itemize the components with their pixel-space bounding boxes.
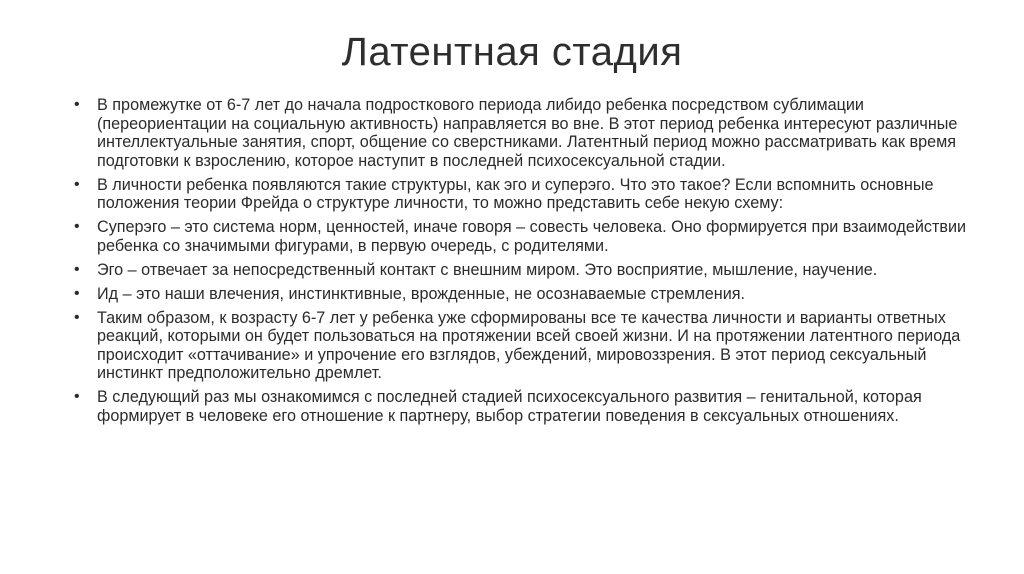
bullet-icon: • (74, 284, 80, 302)
bullet-text: В следующий раз мы ознакомимся с последней стадией психосексуального развития – генитальной, которая формирует в человеке его отношение к партнеру, выбор стратегии поведения в сексуальных отношениях. (97, 388, 922, 425)
bullet-item (72, 285, 972, 304)
bullet-item (72, 388, 972, 425)
bullet-icon: • (74, 388, 80, 405)
bullet-item (72, 176, 972, 213)
slide-title: Латентная стадия (341, 30, 683, 74)
bullet-text: Таким образом, к возрасту 6-7 лет у ребенка уже сформированы все те качества личности и варианты ответных реакций, которыми он будет пользоваться на протяжении всей своей жизни. И на протяжении латентного периода происходит «оттачивание» и упрочение его взглядов, убеждений, мировоззрения. В этот период сексуальный инстинкт предположительно дремлет. (97, 308, 961, 382)
bullet-icon: • (74, 308, 80, 326)
bullet-list (72, 96, 972, 431)
bullet-text: Эго – отвечает за непосредственный контакт с внешним миром. Это восприятие, мышление, научение. (97, 260, 878, 279)
bullet-icon: • (74, 218, 80, 235)
bullet-text: Суперэго – это система норм, ценностей, иначе говоря – совесть человека. Оно формируется при взаимодействии ребенка со значимыми фигурами, в первую очередь, с родителями. (97, 218, 967, 255)
bullet-item (72, 261, 972, 280)
bullet-item (72, 309, 972, 383)
bullet-item (72, 96, 972, 170)
bullet-text: Ид – это наши влечения, инстинктивные, врожденные, не осознаваемые стремления. (97, 284, 745, 303)
bullet-text: В промежутке от 6-7 лет до начала подросткового периода либидо ребенка посредством сублимации (переориентации на социальную активность) направляется во вне. В этот период ребенка интересуют различные интеллектуальные занятия, спорт, общение со сверстниками. Латентный период можно рассматривать как время подготовки к взрослению, которое наступит в последней психосексуальной стадии. (97, 96, 958, 170)
bullet-item (72, 218, 972, 255)
bullet-icon: • (74, 175, 80, 193)
bullet-text: В личности ребенка появляются такие структуры, как эго и суперэго. Что это такое? Если вспомнить основные положения теории Фрейда о структуре личности, то можно представить себе некую схему: (97, 175, 934, 212)
bullet-icon: • (74, 260, 80, 278)
bullet-icon: • (74, 96, 80, 113)
